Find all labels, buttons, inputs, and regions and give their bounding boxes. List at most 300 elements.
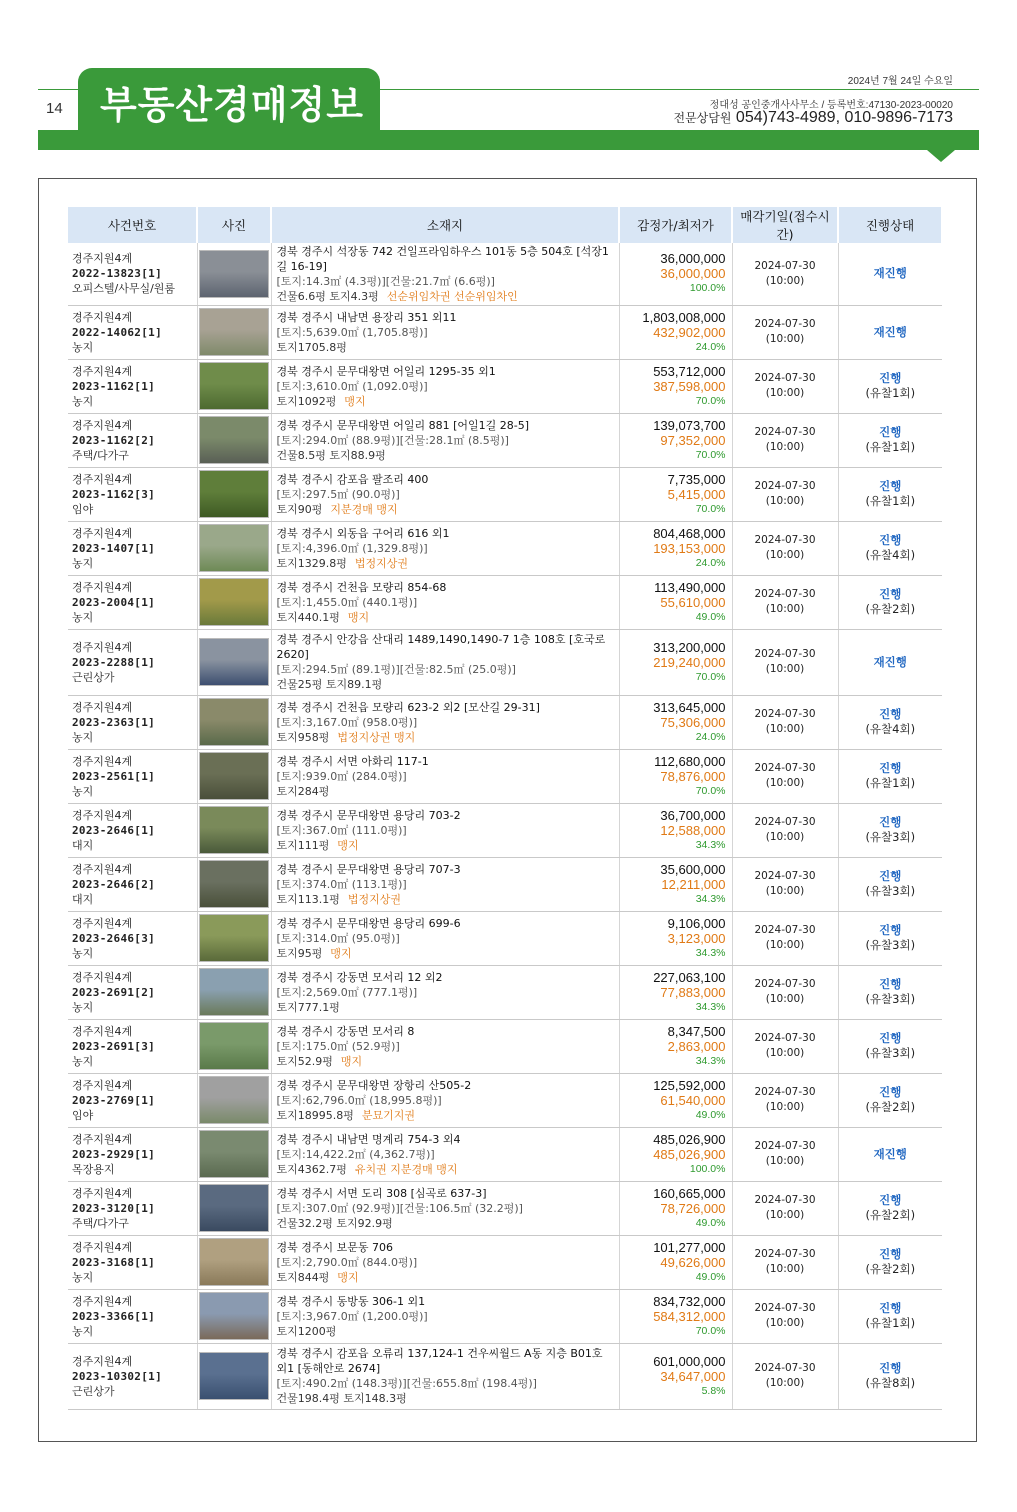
table-row bbox=[68, 911, 942, 965]
status-label: 진행 bbox=[879, 923, 902, 937]
case-cell bbox=[68, 803, 197, 857]
case-number: 2022-13823[1] bbox=[72, 267, 162, 281]
minimum-price: 97,352,000 bbox=[660, 432, 726, 448]
property-photo[interactable] bbox=[199, 1130, 269, 1178]
court-name: 경주지원4계 bbox=[72, 916, 133, 930]
appraised-price: 113,490,000 bbox=[654, 579, 726, 595]
sale-date: 2024-07-30 bbox=[754, 1248, 816, 1260]
case-cell bbox=[68, 467, 197, 521]
price-cell bbox=[619, 575, 732, 629]
location-cell bbox=[271, 803, 619, 857]
property-photo[interactable] bbox=[199, 1352, 269, 1400]
failed-count: (유찰3회) bbox=[865, 1046, 916, 1060]
address: 경북 경주시 문무대왕면 장항리 산505-2 bbox=[276, 1078, 472, 1092]
location-cell bbox=[271, 1073, 619, 1127]
status-label: 진행 bbox=[879, 707, 902, 721]
appraised-price: 160,665,000 bbox=[653, 1185, 726, 1201]
status-label: 진행 bbox=[879, 1085, 902, 1099]
photo-cell bbox=[197, 1019, 271, 1073]
area-summary bbox=[277, 448, 617, 463]
case-number: 2023-2646[3] bbox=[72, 931, 156, 945]
summary-text: 토지284평 bbox=[276, 784, 330, 798]
case-number: 2023-1162[2] bbox=[72, 433, 156, 447]
appraised-price: 313,200,000 bbox=[653, 639, 726, 655]
sale-time: (10:00) bbox=[765, 885, 805, 897]
status-label: 진행 bbox=[879, 1361, 902, 1375]
sale-date-cell bbox=[732, 965, 838, 1019]
sale-date: 2024-07-30 bbox=[754, 259, 816, 272]
sale-time: (10:00) bbox=[765, 939, 805, 951]
minimum-price: 485,026,900 bbox=[653, 1146, 726, 1162]
minimum-price: 432,902,000 bbox=[653, 324, 726, 340]
case-cell bbox=[68, 1073, 197, 1127]
area-info: [토지:297.5㎡ (90.0평)] bbox=[276, 487, 400, 501]
table-row bbox=[68, 467, 942, 521]
failed-count: (유찰4회) bbox=[865, 722, 916, 736]
minimum-price: 12,588,000 bbox=[660, 822, 726, 838]
appraised-price: 804,468,000 bbox=[653, 525, 726, 541]
sale-date-cell bbox=[732, 359, 838, 413]
area-info: [토지:314.0㎡ (95.0평)] bbox=[276, 931, 400, 945]
minimum-price: 36,000,000 bbox=[660, 266, 726, 282]
table-row bbox=[68, 243, 942, 305]
sale-time: (10:00) bbox=[765, 549, 805, 561]
status-label: 재진행 bbox=[873, 266, 907, 281]
sale-time: (10:00) bbox=[765, 1377, 805, 1389]
failed-count: (유찰3회) bbox=[865, 884, 916, 898]
photo-cell bbox=[197, 965, 271, 1019]
summary-text: 토지1705.8평 bbox=[276, 340, 347, 354]
case-cell bbox=[68, 629, 197, 695]
price-ratio: 34.3% bbox=[695, 1000, 726, 1013]
status-cell bbox=[838, 1073, 942, 1127]
photo-cell bbox=[197, 629, 271, 695]
property-usage: 대지 bbox=[72, 892, 94, 906]
address: 경북 경주시 안강읍 산대리 1489,1490,1490-7 1층 108호 [호국로 2620] bbox=[276, 633, 606, 661]
status-label: 재진행 bbox=[873, 324, 907, 339]
summary-text: 건물25평 토지89.1평 bbox=[276, 678, 383, 691]
status-label: 진행 bbox=[879, 587, 902, 601]
area-info: [토지:490.2㎡ (148.3평)][건물:655.8㎡ (198.4평)] bbox=[276, 1377, 537, 1390]
property-photo[interactable] bbox=[199, 698, 269, 746]
address: 경북 경주시 보문동 706 bbox=[276, 1240, 393, 1254]
appraised-price: 101,277,000 bbox=[653, 1239, 726, 1255]
photo-cell bbox=[197, 305, 271, 359]
price-ratio: 70.0% bbox=[695, 784, 726, 797]
minimum-price: 219,240,000 bbox=[653, 654, 726, 670]
sale-date: 2024-07-30 bbox=[754, 588, 816, 600]
address: 경북 경주시 문무대왕면 어일리 1295-35 외1 bbox=[276, 364, 496, 378]
location-cell bbox=[271, 243, 619, 305]
special-note: 맹지 bbox=[330, 946, 352, 960]
consult-label: 전문상담원 bbox=[673, 111, 732, 125]
sale-date-cell bbox=[732, 629, 838, 695]
area-info: [토지:2,790.0㎡ (844.0평)] bbox=[276, 1255, 418, 1269]
case-number: 2023-2288[1] bbox=[72, 655, 156, 669]
price-cell bbox=[619, 1235, 732, 1289]
price-ratio: 24.0% bbox=[695, 556, 726, 569]
status-cell bbox=[838, 695, 942, 749]
appraised-price: 553,712,000 bbox=[653, 363, 726, 379]
area-info: [토지:294.5㎡ (89.1평)][건물:82.5㎡ (25.0평)] bbox=[276, 663, 516, 676]
case-number: 2023-2769[1] bbox=[72, 1093, 156, 1107]
property-photo[interactable] bbox=[199, 638, 269, 686]
area-summary bbox=[277, 1108, 617, 1123]
case-number: 2023-2691[3] bbox=[72, 1039, 156, 1053]
sale-date-cell bbox=[732, 1181, 838, 1235]
sale-time: (10:00) bbox=[765, 1317, 805, 1329]
column-header: 사건번호 bbox=[68, 207, 197, 243]
sale-date: 2024-07-30 bbox=[754, 762, 816, 774]
appraised-price: 36,700,000 bbox=[660, 807, 726, 823]
address: 경북 경주시 건천읍 모량리 854-68 bbox=[276, 580, 447, 594]
sale-date-cell bbox=[732, 695, 838, 749]
property-photo[interactable] bbox=[199, 752, 269, 800]
status-cell bbox=[838, 521, 942, 575]
table-row bbox=[68, 575, 942, 629]
property-usage: 농지 bbox=[72, 556, 94, 570]
case-cell bbox=[68, 1181, 197, 1235]
address: 경북 경주시 석장동 742 건일프라임하우스 101동 5층 504호 [석장1길 16-19] bbox=[276, 244, 609, 273]
address: 경북 경주시 건천읍 모량리 623-2 외2 [모산길 29-31] bbox=[276, 700, 540, 714]
status-label: 재진행 bbox=[873, 1146, 907, 1161]
area-summary bbox=[277, 946, 617, 961]
sale-date: 2024-07-30 bbox=[754, 426, 816, 438]
property-photo[interactable] bbox=[199, 968, 269, 1016]
address: 경북 경주시 문무대왕면 용당리 699-6 bbox=[276, 916, 461, 930]
court-name: 경주지원4계 bbox=[72, 1132, 133, 1146]
table-row bbox=[68, 413, 942, 467]
property-photo[interactable] bbox=[199, 524, 269, 572]
failed-count: (유찰1회) bbox=[865, 386, 916, 400]
property-photo[interactable] bbox=[199, 470, 269, 518]
property-usage: 농지 bbox=[72, 784, 94, 798]
status-cell bbox=[838, 911, 942, 965]
property-usage: 농지 bbox=[72, 340, 94, 354]
sale-date: 2024-07-30 bbox=[754, 708, 816, 720]
case-cell bbox=[68, 1235, 197, 1289]
property-usage: 농지 bbox=[72, 946, 94, 960]
case-cell bbox=[68, 243, 197, 305]
case-number: 2022-14062[1] bbox=[72, 325, 162, 339]
case-cell bbox=[68, 521, 197, 575]
photo-cell bbox=[197, 695, 271, 749]
status-label: 진행 bbox=[879, 977, 902, 991]
minimum-price: 2,863,000 bbox=[667, 1038, 726, 1054]
failed-count: (유찰3회) bbox=[865, 938, 916, 952]
price-cell bbox=[619, 965, 732, 1019]
area-info: [토지:307.0㎡ (92.9평)][건물:106.5㎡ (32.2평)] bbox=[276, 1201, 523, 1215]
page-number: 14 bbox=[46, 100, 63, 117]
status-cell bbox=[838, 1181, 942, 1235]
appraised-price: 7,735,000 bbox=[667, 471, 726, 487]
sale-date: 2024-07-30 bbox=[754, 1302, 816, 1314]
property-photo[interactable] bbox=[199, 1184, 269, 1232]
case-cell bbox=[68, 305, 197, 359]
sale-date: 2024-07-30 bbox=[754, 1032, 816, 1044]
case-number: 2023-2929[1] bbox=[72, 1147, 156, 1161]
property-usage: 임야 bbox=[72, 1108, 94, 1122]
case-cell bbox=[68, 575, 197, 629]
property-photo[interactable] bbox=[199, 416, 269, 464]
sale-date-cell bbox=[732, 1073, 838, 1127]
sale-time: (10:00) bbox=[765, 495, 805, 507]
address: 경북 경주시 동방동 306-1 외1 bbox=[276, 1294, 426, 1308]
case-number: 2023-2561[1] bbox=[72, 769, 156, 783]
price-cell bbox=[619, 243, 732, 305]
property-photo[interactable] bbox=[199, 860, 269, 908]
location-cell bbox=[271, 857, 619, 911]
location-cell bbox=[271, 521, 619, 575]
case-cell bbox=[68, 857, 197, 911]
property-photo[interactable] bbox=[199, 362, 269, 410]
price-cell bbox=[619, 1289, 732, 1343]
case-number: 2023-3366[1] bbox=[72, 1309, 156, 1323]
minimum-price: 584,312,000 bbox=[653, 1308, 726, 1324]
failed-count: (유찰2회) bbox=[865, 1262, 916, 1276]
area-summary bbox=[277, 556, 617, 571]
court-name: 경주지원4계 bbox=[72, 1024, 133, 1038]
price-ratio: 34.3% bbox=[695, 946, 726, 959]
area-summary bbox=[277, 340, 617, 355]
location-cell bbox=[271, 1181, 619, 1235]
status-cell bbox=[838, 857, 942, 911]
status-cell bbox=[838, 575, 942, 629]
property-usage: 목장용지 bbox=[72, 1162, 115, 1176]
price-cell bbox=[619, 1181, 732, 1235]
special-note: 맹지 bbox=[344, 394, 366, 408]
status-cell bbox=[838, 803, 942, 857]
photo-cell bbox=[197, 359, 271, 413]
area-info: [토지:14,422.2㎡ (4,362.7평)] bbox=[276, 1147, 435, 1161]
minimum-price: 78,876,000 bbox=[660, 768, 726, 784]
case-cell bbox=[68, 965, 197, 1019]
case-number: 2023-1407[1] bbox=[72, 541, 156, 555]
special-note: 지분경매 맹지 bbox=[330, 502, 398, 516]
price-ratio: 24.0% bbox=[695, 730, 726, 743]
price-cell bbox=[619, 1019, 732, 1073]
location-cell bbox=[271, 629, 619, 695]
property-photo[interactable] bbox=[199, 308, 269, 356]
table-row bbox=[68, 749, 942, 803]
area-summary bbox=[277, 1054, 617, 1069]
page-title: 부동산경매정보 bbox=[100, 83, 364, 127]
appraised-price: 485,026,900 bbox=[653, 1131, 726, 1147]
price-ratio: 34.3% bbox=[695, 892, 726, 905]
column-header: 매각기일(접수시간) bbox=[732, 207, 838, 243]
case-number: 2023-3120[1] bbox=[72, 1201, 156, 1215]
location-cell bbox=[271, 575, 619, 629]
photo-cell bbox=[197, 243, 271, 305]
case-cell bbox=[68, 1289, 197, 1343]
case-number: 2023-2691[2] bbox=[72, 985, 156, 999]
area-info: [토지:3,167.0㎡ (958.0평)] bbox=[276, 715, 418, 729]
court-name: 경주지원4계 bbox=[72, 252, 133, 266]
price-cell bbox=[619, 911, 732, 965]
price-cell bbox=[619, 803, 732, 857]
status-cell bbox=[838, 749, 942, 803]
area-info: [토지:4,396.0㎡ (1,329.8평)] bbox=[276, 541, 428, 555]
sale-date: 2024-07-30 bbox=[754, 1362, 816, 1374]
court-name: 경주지원4계 bbox=[72, 1240, 133, 1254]
price-cell bbox=[619, 695, 732, 749]
area-summary bbox=[277, 394, 617, 409]
case-cell bbox=[68, 911, 197, 965]
case-cell bbox=[68, 749, 197, 803]
table-row bbox=[68, 1181, 942, 1235]
property-usage: 주택/다가구 bbox=[72, 1216, 129, 1230]
appraised-price: 139,073,700 bbox=[653, 417, 726, 433]
appraised-price: 36,000,000 bbox=[660, 251, 726, 267]
property-usage: 주택/다가구 bbox=[72, 448, 129, 462]
minimum-price: 78,726,000 bbox=[660, 1200, 726, 1216]
property-photo[interactable] bbox=[199, 1076, 269, 1124]
column-header: 진행상태 bbox=[838, 207, 942, 243]
failed-count: (유찰1회) bbox=[865, 440, 916, 454]
photo-cell bbox=[197, 749, 271, 803]
price-cell bbox=[619, 1343, 732, 1409]
summary-text: 토지90평 bbox=[276, 502, 323, 516]
consult-phones: 054)743-4989, 010-9896-7173 bbox=[735, 109, 953, 126]
location-cell bbox=[271, 965, 619, 1019]
price-ratio: 70.0% bbox=[695, 394, 726, 407]
sale-time: (10:00) bbox=[765, 777, 805, 789]
minimum-price: 12,211,000 bbox=[661, 876, 726, 892]
consult-line bbox=[674, 109, 954, 127]
office-info: 정대성 공인중개사사무소 / 등록번호:47130-2023-00020 bbox=[709, 100, 953, 111]
address: 경북 경주시 외동읍 구어리 616 외1 bbox=[276, 526, 450, 540]
photo-cell bbox=[197, 1073, 271, 1127]
minimum-price: 55,610,000 bbox=[660, 594, 726, 610]
location-cell bbox=[271, 413, 619, 467]
area-summary bbox=[277, 677, 617, 692]
column-header: 감정가/최저가 bbox=[619, 207, 732, 243]
sale-time: (10:00) bbox=[765, 663, 805, 675]
price-ratio: 100.0% bbox=[689, 282, 726, 295]
summary-text: 토지52.9평 bbox=[276, 1054, 333, 1068]
sale-time: (10:00) bbox=[765, 831, 805, 843]
property-photo[interactable] bbox=[199, 250, 269, 298]
sale-date-cell bbox=[732, 749, 838, 803]
minimum-price: 5,415,000 bbox=[667, 486, 726, 502]
status-label: 진행 bbox=[879, 815, 902, 829]
court-name: 경주지원4계 bbox=[72, 1078, 133, 1092]
summary-text: 토지1092평 bbox=[276, 394, 337, 408]
status-cell bbox=[838, 629, 942, 695]
sale-date: 2024-07-30 bbox=[754, 1140, 816, 1152]
case-number: 2023-2646[1] bbox=[72, 823, 156, 837]
appraised-price: 112,680,000 bbox=[654, 753, 726, 769]
property-usage: 농지 bbox=[72, 1054, 94, 1068]
sale-date: 2024-07-30 bbox=[754, 1086, 816, 1098]
sale-date-cell bbox=[732, 467, 838, 521]
table-row bbox=[68, 965, 942, 1019]
area-summary bbox=[277, 1162, 617, 1177]
location-cell bbox=[271, 1019, 619, 1073]
property-usage: 농지 bbox=[72, 730, 94, 744]
header-bar-notch bbox=[927, 150, 955, 162]
appraised-price: 834,732,000 bbox=[653, 1293, 726, 1309]
failed-count: (유찰2회) bbox=[865, 1208, 916, 1222]
status-label: 진행 bbox=[879, 1247, 902, 1261]
sale-time: (10:00) bbox=[765, 723, 805, 735]
failed-count: (유찰2회) bbox=[865, 1100, 916, 1114]
status-cell bbox=[838, 1289, 942, 1343]
address: 경북 경주시 감포읍 팔조리 400 bbox=[276, 472, 429, 486]
status-cell bbox=[838, 1235, 942, 1289]
sale-date-cell bbox=[732, 1343, 838, 1409]
sale-date: 2024-07-30 bbox=[754, 978, 816, 990]
price-cell bbox=[619, 467, 732, 521]
summary-text: 토지111평 bbox=[276, 838, 330, 852]
address: 경북 경주시 서면 도리 308 [심곡로 637-3] bbox=[276, 1186, 487, 1200]
status-cell bbox=[838, 413, 942, 467]
status-label: 진행 bbox=[879, 869, 902, 883]
property-photo[interactable] bbox=[199, 914, 269, 962]
minimum-price: 34,647,000 bbox=[660, 1368, 726, 1384]
location-cell bbox=[271, 911, 619, 965]
sale-time: (10:00) bbox=[765, 1047, 805, 1059]
photo-cell bbox=[197, 521, 271, 575]
photo-cell bbox=[197, 413, 271, 467]
price-ratio: 100.0% bbox=[689, 1162, 726, 1175]
court-name: 경주지원4계 bbox=[72, 754, 133, 768]
area-info: [토지:367.0㎡ (111.0평)] bbox=[276, 823, 407, 837]
property-photo[interactable] bbox=[199, 1292, 269, 1340]
price-ratio: 70.0% bbox=[695, 1324, 726, 1337]
minimum-price: 387,598,000 bbox=[653, 378, 726, 394]
price-cell bbox=[619, 305, 732, 359]
property-photo[interactable] bbox=[199, 1022, 269, 1070]
address: 경북 경주시 문무대왕면 용당리 707-3 bbox=[276, 862, 461, 876]
price-cell bbox=[619, 1073, 732, 1127]
photo-cell bbox=[197, 575, 271, 629]
summary-text: 토지777.1평 bbox=[276, 1000, 340, 1014]
table-row bbox=[68, 695, 942, 749]
area-info: [토지:2,569.0㎡ (777.1평)] bbox=[276, 985, 418, 999]
special-note: 맹지 bbox=[337, 838, 359, 852]
summary-text: 건물6.6평 토지4.3평 bbox=[276, 289, 379, 303]
minimum-price: 193,153,000 bbox=[653, 540, 726, 556]
address: 경북 경주시 내남면 명계리 754-3 외4 bbox=[276, 1132, 461, 1146]
sale-date: 2024-07-30 bbox=[754, 648, 816, 660]
property-photo[interactable] bbox=[199, 1238, 269, 1286]
area-summary bbox=[277, 289, 617, 304]
sale-date-cell bbox=[732, 413, 838, 467]
status-cell bbox=[838, 467, 942, 521]
status-cell bbox=[838, 243, 942, 305]
sale-time: (10:00) bbox=[765, 1155, 805, 1167]
appraised-price: 8,347,500 bbox=[667, 1023, 726, 1039]
photo-cell bbox=[197, 911, 271, 965]
failed-count: (유찰8회) bbox=[865, 1376, 916, 1390]
special-note: 분묘기지권 bbox=[361, 1108, 416, 1122]
price-ratio: 49.0% bbox=[695, 1270, 726, 1283]
photo-cell bbox=[197, 1181, 271, 1235]
appraised-price: 313,645,000 bbox=[653, 699, 726, 715]
price-ratio: 24.0% bbox=[695, 340, 726, 353]
location-cell bbox=[271, 1343, 619, 1409]
sale-date-cell bbox=[732, 911, 838, 965]
court-name: 경주지원4계 bbox=[72, 1354, 133, 1368]
sale-date: 2024-07-30 bbox=[754, 318, 816, 330]
property-photo[interactable] bbox=[199, 806, 269, 854]
price-cell bbox=[619, 521, 732, 575]
property-usage: 근린상가 bbox=[72, 670, 115, 684]
property-photo[interactable] bbox=[199, 578, 269, 626]
summary-text: 건물8.5평 토지88.9평 bbox=[276, 448, 386, 462]
sale-time: (10:00) bbox=[765, 993, 805, 1005]
